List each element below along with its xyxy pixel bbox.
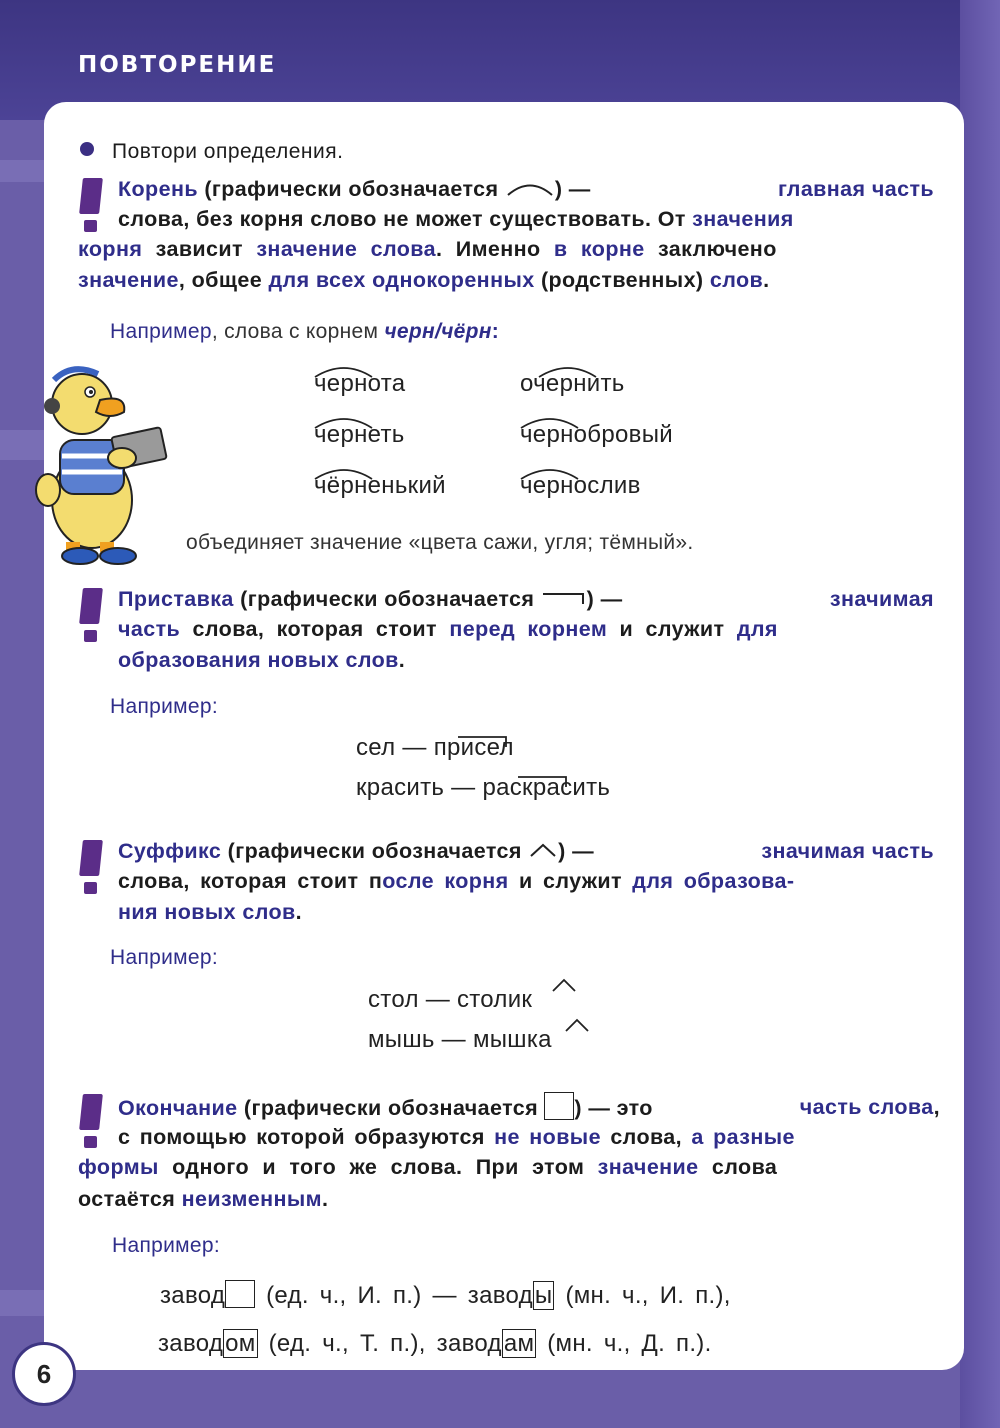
exclamation-icon (80, 1094, 102, 1150)
ending-definition-line4: остаётся неизменным. (78, 1187, 329, 1211)
ending-box: ом (225, 1330, 256, 1357)
root-example-label: Например, слова с корнем черн/чёрн: (110, 320, 500, 343)
term-prefix: Приставка (118, 587, 234, 611)
ending-example-line1: завод (ед. ч., И. п.) — заводы (мн. ч., И. п.), (160, 1282, 731, 1309)
root-word: чернота (314, 370, 406, 397)
ending-symbol-icon (544, 1092, 574, 1120)
ending-example-line2: заводом (ед. ч., Т. п.), заводам (мн. ч., Д. п.). (158, 1330, 712, 1357)
suffix-definition-line1: Суффикс (графически обозначается ) — значимая часть (118, 839, 934, 863)
root-word: очернить (520, 370, 625, 397)
root-word: чернобровый (520, 421, 673, 448)
right-border (960, 0, 1000, 1428)
prefix-definition-line1: Приставка (графически обозначается ) — значимая (118, 587, 934, 611)
ending-definition-line3: формы одного и того же слова. При этом значение слова (78, 1155, 778, 1179)
prefix-example-label: Например: (110, 695, 218, 718)
root-definition-line2: слова, без корня слово не может существовать. От значения (118, 207, 794, 231)
suffix-symbol-icon (528, 838, 558, 858)
zero-ending-box (225, 1280, 255, 1308)
prefix-definition-line2: часть слова, которая стоит перед корнем и служит для (118, 617, 778, 641)
ending-box: ам (503, 1330, 535, 1357)
prefix-symbol-icon (541, 586, 587, 606)
ending-example-label: Например: (112, 1234, 220, 1257)
page-title: ПОВТОРЕНИЕ (78, 52, 277, 78)
ending-definition-line2: с помощью которой образуются не новые слова, а разные (118, 1125, 795, 1149)
prefix-example-2: красить — раскрасить (356, 774, 611, 801)
page-number: 6 (12, 1342, 76, 1406)
suffix-example-label: Например: (110, 946, 218, 969)
suffix-definition-line3: ния новых слов. (118, 900, 303, 924)
intro-text: Повтори определения. (112, 140, 344, 163)
bullet-icon (80, 142, 94, 156)
duck-mascot-illustration (32, 360, 168, 566)
root-definition-line3: корня зависит значение слова. Именно в корне заключено (78, 237, 777, 261)
root-word: чернеть (314, 421, 405, 448)
root-symbol-icon (505, 176, 555, 196)
suffix-definition-line2: слова, которая стоит после корня и служит для образова- (118, 869, 795, 893)
term-suffix: Суффикс (118, 839, 222, 863)
term-ending: Окончание (118, 1096, 238, 1120)
root-definition-line1: Корень (графически обозначается ) — главная часть (118, 177, 934, 201)
exclamation-icon (80, 840, 102, 896)
ending-box: ы (534, 1282, 553, 1309)
prefix-definition-line3: образования новых слов. (118, 648, 406, 672)
root-definition-line4: значение, общее для всех однокоренных (родственных) слов. (78, 268, 770, 292)
exclamation-icon (80, 588, 102, 644)
ending-definition-line1: Окончание (графически обозначается ) — это часть слова, (118, 1092, 940, 1124)
suffix-example-2: мышь — мышка (368, 1026, 552, 1053)
exclamation-icon (80, 178, 102, 234)
suffix-example-1: стол — столик (368, 986, 533, 1013)
term-root: Корень (118, 177, 198, 201)
root-summary: объединяет значение «цвета сажи, угля; тёмный». (186, 531, 694, 554)
root-word: чернослив (520, 472, 641, 499)
root-word: чёрненький (314, 472, 446, 499)
prefix-example-1: сел — присел (356, 734, 514, 761)
